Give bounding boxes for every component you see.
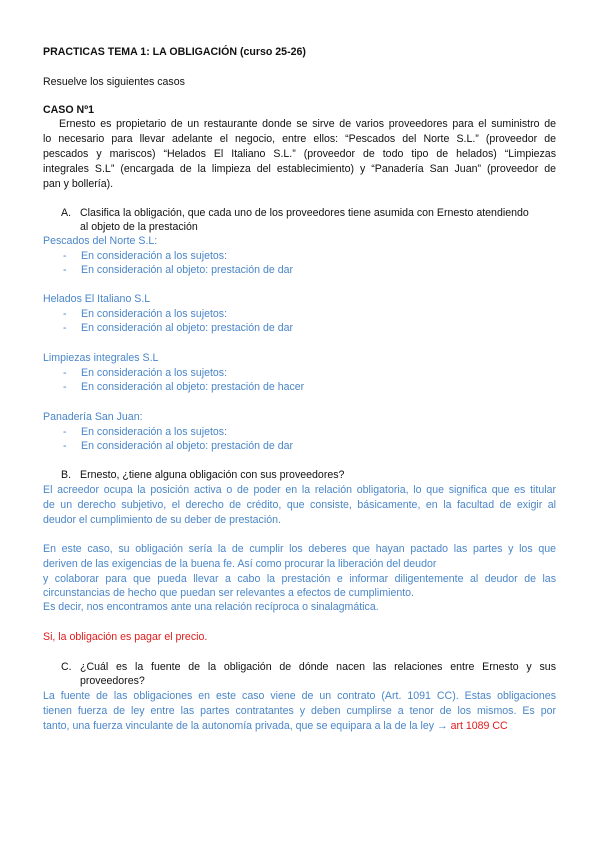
answer-b-line: Es decir, nos encontramos ante una relación recíproca o sinalagmática. <box>43 601 379 613</box>
answer-c-line: La fuente de las obligaciones en este caso viene de un contrato (Art. 1091 CC). Estas obligaciones <box>43 690 556 702</box>
case-heading: CASO Nº1 <box>43 104 94 116</box>
provider-name: Limpiezas integrales S.L <box>43 352 159 364</box>
provider-item: En consideración a los sujetos: <box>81 250 228 262</box>
intro-text: Resuelve los siguientes casos <box>43 76 185 88</box>
bullet-dash: - <box>63 367 67 379</box>
answer-b-line: deudor el cumplimiento de su deber de prestación. <box>43 514 281 526</box>
answer-c-text: tanto, una fuerza vinculante de la autonomía privada, que se equipara a la de la ley → <box>43 720 448 732</box>
provider-item: En consideración al objeto: prestación de dar <box>81 322 294 334</box>
provider-name: Panadería San Juan: <box>43 411 143 423</box>
answer-c-line: tienen fuerza de ley entre las partes contratantes y deben cumplirse a tenor de los mismos. Es por <box>43 705 556 717</box>
provider-name: Pescados del Norte S.L: <box>43 235 158 247</box>
answer-b-line: El acreedor ocupa la posición activa o de poder en la relación obligatoria, lo que significa que es titular <box>43 484 556 496</box>
answer-b-line: En este caso, su obligación sería la de cumplir los deberes que hayan pactado las partes y los que <box>43 543 556 555</box>
provider-item: En consideración al objeto: prestación de hacer <box>81 381 305 393</box>
provider-name: Helados El Italiano S.L <box>43 293 151 305</box>
question-c-text: ¿Cuál es la fuente de la obligación de dónde nacen las relaciones entre Ernesto y sus <box>80 661 556 673</box>
case-statement-line: pescados y mariscos) “Helados El Italiano S.L.” (proveedor de todo tipo de helados) “Limpiezas <box>43 148 556 160</box>
answer-b-line: de un derecho subjetivo, el derecho de crédito, que consiste, básicamente, en la facultad de exigir al <box>43 499 556 511</box>
question-a-text: Clasifica la obligación, que cada uno de los proveedores tiene asumida con Ernesto atendiendo <box>80 207 529 219</box>
provider-item: En consideración a los sujetos: <box>81 367 228 379</box>
case-statement-line: lo necesario para llevar adelante el negocio, entre ellos: “Pescados del Norte S.L.” (proveedor de <box>43 133 556 145</box>
bullet-dash: - <box>63 264 67 276</box>
question-c-text: proveedores? <box>80 675 145 687</box>
bullet-dash: - <box>63 308 67 320</box>
provider-item: En consideración al objeto: prestación de dar <box>81 264 294 276</box>
question-b-text: Ernesto, ¿tiene alguna obligación con sus proveedores? <box>80 469 345 481</box>
answer-c-line-last <box>43 719 508 733</box>
case-statement-line: Ernesto es propietario de un restaurante donde se sirve de varios proveedores para el suministro de <box>59 118 556 130</box>
question-a-text: al objeto de la prestación <box>80 221 198 233</box>
question-a-marker: A. <box>61 207 72 219</box>
provider-item: En consideración a los sujetos: <box>81 426 228 438</box>
question-c-marker: C. <box>61 661 72 673</box>
case-statement-line: integrales S.L” (encargada de la limpieza del establecimiento) y “Panadería San Juan” (proveedor de <box>43 163 556 175</box>
bullet-dash: - <box>63 426 67 438</box>
answer-b-line: circunstancias de hecho que puedan ser relevantes a efectos de cumplimiento. <box>43 587 415 599</box>
bullet-dash: - <box>63 250 67 262</box>
answer-b-line: y colaborar para que pueda llevar a cabo la prestación e informar diligentemente al deudor de las <box>43 573 556 585</box>
bullet-dash: - <box>63 381 67 393</box>
provider-item: En consideración al objeto: prestación de dar <box>81 440 294 452</box>
question-b-marker: B. <box>61 469 72 481</box>
document-title: PRACTICAS TEMA 1: LA OBLIGACIÓN (curso 25-26) <box>43 46 306 58</box>
bullet-dash: - <box>63 440 67 452</box>
case-statement-line: pan y bollería). <box>43 178 114 190</box>
answer-b-highlight: Si, la obligación es pagar el precio. <box>43 631 208 643</box>
provider-item: En consideración a los sujetos: <box>81 308 228 320</box>
answer-c-reference: art 1089 CC <box>450 720 508 732</box>
bullet-dash: - <box>63 322 67 334</box>
answer-b-line: deriven de las exigencias de la buena fe. Así como procurar la liberación del deudor <box>43 558 437 570</box>
